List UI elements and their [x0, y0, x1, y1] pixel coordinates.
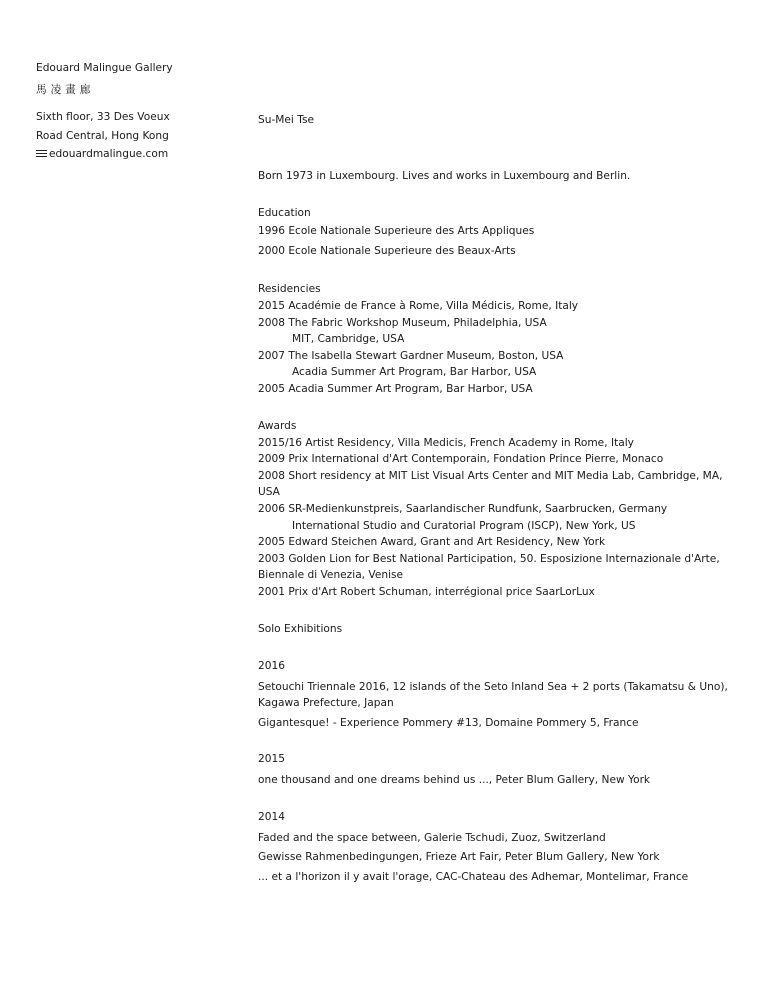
section-title: Residencies — [258, 283, 321, 295]
exhibition-item: Gigantesque! - Experience Pommery #13, Domaine Pommery 5, France — [258, 716, 639, 729]
list-item: 2015 Académie de France à Rome, Villa Médicis, Rome, Italy — [258, 300, 579, 312]
website-text[interactable]: edouardmalingue.com — [49, 148, 169, 160]
gallery-address — [36, 108, 236, 164]
exhibition-item: one thousand and one dreams behind us ..., Peter Blum Gallery, New York — [258, 774, 651, 787]
web-icon — [36, 149, 47, 158]
exhibition-item: ... et a l'horizon il y avait l'orage, CAC-Chateau des Adhemar, Montelimar, France — [258, 871, 689, 884]
year-block — [258, 658, 738, 732]
list-item: 2007 The Isabella Stewart Gardner Museum, Boston, USA — [258, 349, 564, 362]
year-block — [258, 809, 738, 886]
list-item: 2008 Short residency at MIT List Visual Arts Center and MIT Media Lab, Cambridge, MA, USA — [258, 469, 723, 499]
address-line-2: Road Central, Hong Kong — [36, 129, 169, 142]
exhibition-item: Gewisse Rahmenbedingungen, Frieze Art Fair, Peter Blum Gallery, New York — [258, 851, 660, 864]
section-title: Education — [258, 207, 311, 219]
section-title: Awards — [258, 419, 297, 432]
artist-name: Su-Mei Tse — [258, 114, 314, 126]
list-item: 2005 Edward Steichen Award, Grant and Art Residency, New York — [258, 536, 606, 549]
list-item: 2001 Prix d'Art Robert Schuman, interrégional price SaarLorLux — [258, 585, 595, 598]
address-line-1: Sixth floor, 33 Des Voeux — [36, 111, 170, 123]
list-item: 2006 SR-Medienkunstpreis, Saarlandischer Rundfunk, Saarbrucken, Germany — [258, 502, 668, 515]
exhibition-item: Setouchi Triennale 2016, 12 islands of the Seto Inland Sea + 2 ports (Takamatsu & Uno), Kagawa Prefecture, Japan — [258, 680, 728, 710]
gallery-name-chinese: 馬凌畫廊 — [36, 84, 95, 96]
list-item: MIT, Cambridge, USA — [292, 333, 405, 346]
list-item: 2005 Acadia Summer Art Program, Bar Harbor, USA — [258, 382, 533, 395]
website-link[interactable] — [36, 145, 236, 164]
exhibition-item: Faded and the space between, Galerie Tschudi, Zuoz, Switzerland — [258, 831, 606, 844]
cv-content — [258, 112, 738, 889]
gallery-name: Edouard Malingue Gallery — [36, 62, 173, 74]
list-item: International Studio and Curatorial Program (ISCP), New York, US — [292, 519, 636, 532]
year-heading: 2014 — [258, 810, 285, 823]
year-heading: 2016 — [258, 659, 285, 672]
list-item: Acadia Summer Art Program, Bar Harbor, USA — [292, 366, 537, 379]
artist-bio: Born 1973 in Luxembourg. Lives and works in Luxembourg and Berlin. — [258, 170, 631, 182]
residencies-section — [258, 281, 738, 398]
year-heading: 2015 — [258, 753, 285, 766]
list-item: 2015/16 Artist Residency, Villa Medicis, French Academy in Rome, Italy — [258, 436, 634, 449]
list-item: 2000 Ecole Nationale Superieure des Beaux-Arts — [258, 244, 516, 257]
list-item: 2008 The Fabric Workshop Museum, Philadelphia, USA — [258, 316, 547, 329]
solo-exhibitions-title: Solo Exhibitions — [258, 622, 343, 635]
list-item: 2003 Golden Lion for Best National Participation, 50. Esposizione Internazionale d'Arte, Biennale di Venezia, Venise — [258, 552, 720, 582]
gallery-info — [36, 60, 236, 164]
list-item: 2009 Prix International d'Art Contemporain, Fondation Prince Pierre, Monaco — [258, 453, 664, 466]
education-section — [258, 205, 738, 261]
year-block — [258, 751, 738, 789]
list-item: 1996 Ecole Nationale Superieure des Arts Appliques — [258, 225, 535, 237]
awards-section — [258, 418, 738, 601]
